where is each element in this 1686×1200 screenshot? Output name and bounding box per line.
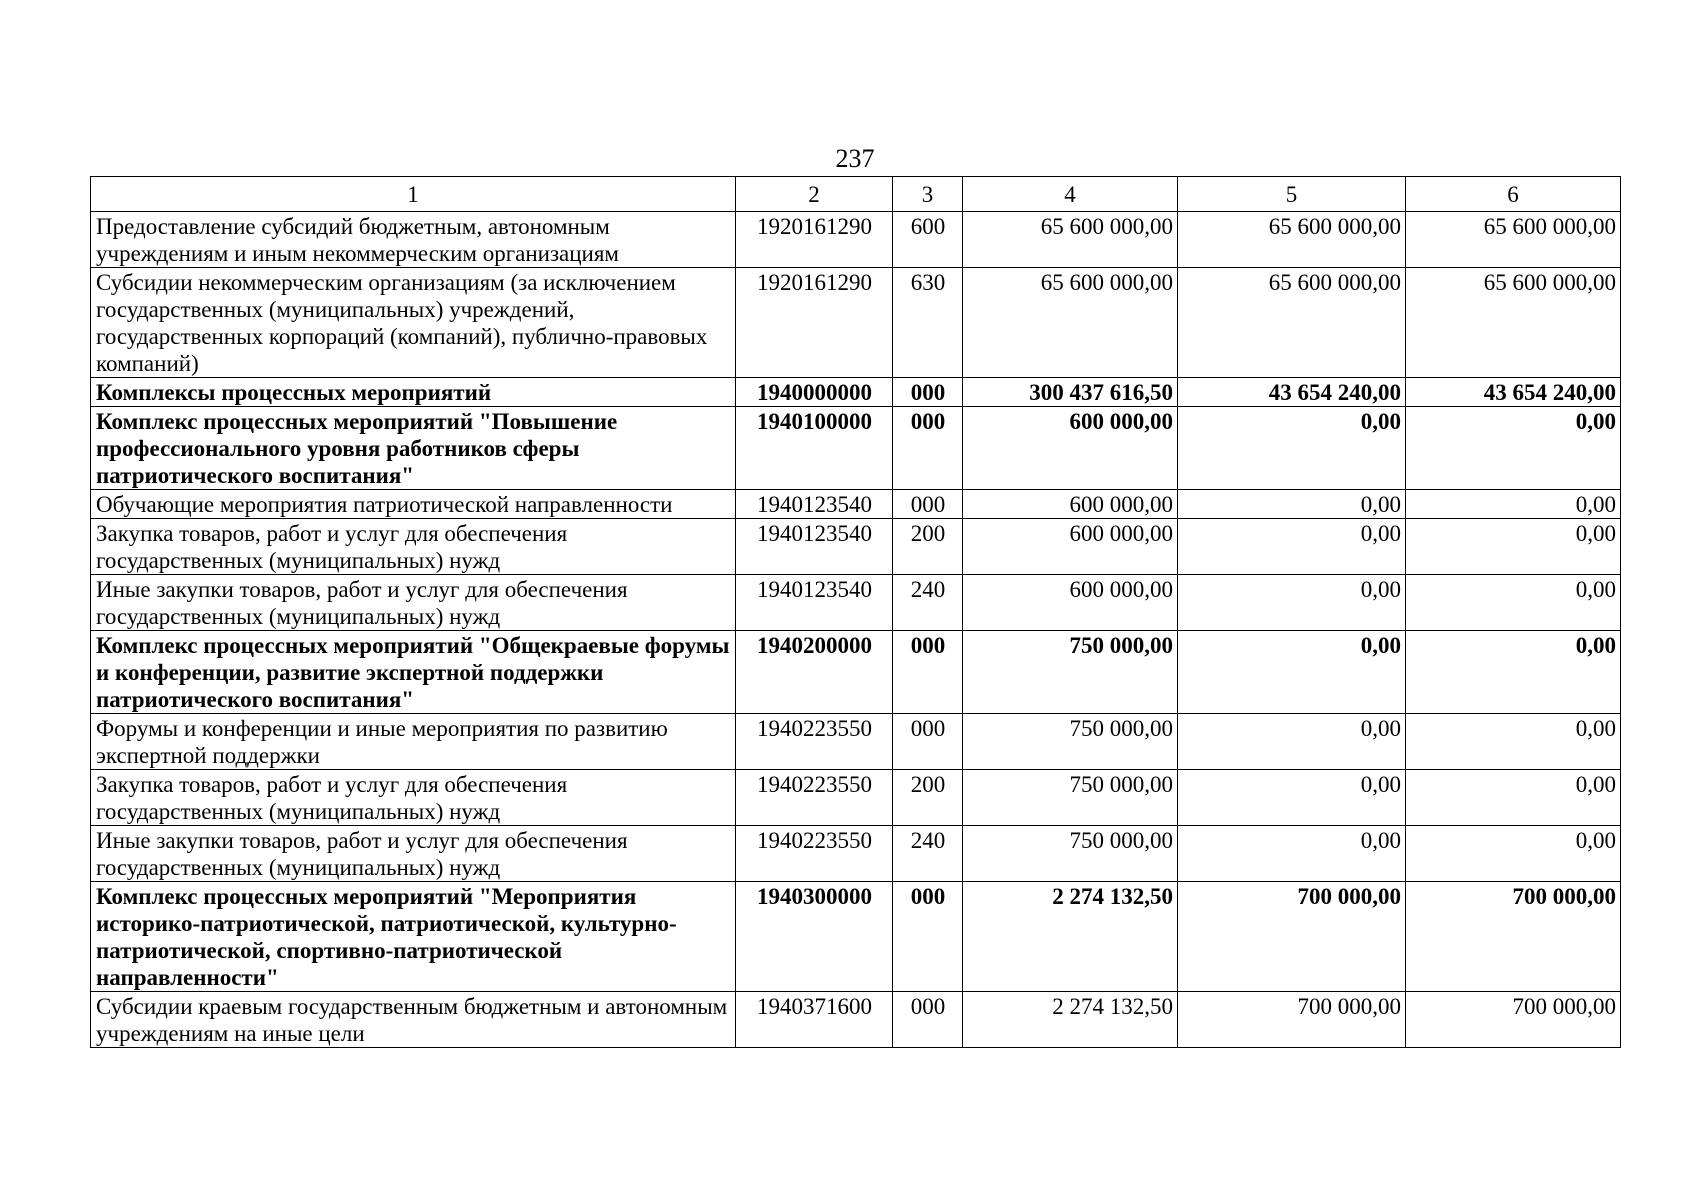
amount-col6-cell: 0,00 <box>1406 519 1621 575</box>
row-name-cell: Иные закупки товаров, работ и услуг для обеспечения государственных (муниципальных) нужд <box>91 575 736 631</box>
amount-col5-cell: 0,00 <box>1178 519 1406 575</box>
amount-col5-cell: 700 000,00 <box>1178 992 1406 1048</box>
column-number-row <box>91 177 1621 212</box>
expense-type-code-cell: 000 <box>893 714 963 770</box>
amount-col4-cell: 750 000,00 <box>963 826 1178 882</box>
row-name-cell: Иные закупки товаров, работ и услуг для обеспечения государственных (муниципальных) нужд <box>91 826 736 882</box>
target-article-code-cell: 1920161290 <box>736 268 893 378</box>
amount-col6-cell: 0,00 <box>1406 714 1621 770</box>
amount-col4-cell: 2 274 132,50 <box>963 882 1178 992</box>
table-row <box>91 519 1621 575</box>
expense-type-code-cell: 600 <box>893 212 963 268</box>
target-article-code-cell: 1940000000 <box>736 378 893 407</box>
expense-type-code-cell: 000 <box>893 490 963 519</box>
target-article-code-cell: 1940300000 <box>736 882 893 992</box>
row-name-cell: Комплексы процессных мероприятий <box>91 378 736 407</box>
target-article-code-cell: 1940123540 <box>736 575 893 631</box>
amount-col6-cell: 0,00 <box>1406 407 1621 490</box>
amount-col4-cell: 750 000,00 <box>963 714 1178 770</box>
row-name-cell: Комплекс процессных мероприятий "Общекраевые форумы и конференции, развитие экспертной поддержки патриотического воспитания" <box>91 631 736 714</box>
amount-col5-cell: 0,00 <box>1178 490 1406 519</box>
column-header: 2 <box>736 177 893 212</box>
amount-col5-cell: 43 654 240,00 <box>1178 378 1406 407</box>
budget-table <box>90 176 1621 1048</box>
amount-col6-cell: 700 000,00 <box>1406 992 1621 1048</box>
table-row <box>91 826 1621 882</box>
amount-col6-cell: 43 654 240,00 <box>1406 378 1621 407</box>
table-row <box>91 268 1621 378</box>
amount-col6-cell: 0,00 <box>1406 490 1621 519</box>
amount-col5-cell: 65 600 000,00 <box>1178 212 1406 268</box>
amount-col5-cell: 0,00 <box>1178 770 1406 826</box>
amount-col6-cell: 700 000,00 <box>1406 882 1621 992</box>
table-row <box>91 631 1621 714</box>
expense-type-code-cell: 000 <box>893 407 963 490</box>
table-row <box>91 407 1621 490</box>
row-name-cell: Предоставление субсидий бюджетным, автономным учреждениям и иным некоммерческим организациям <box>91 212 736 268</box>
amount-col6-cell: 0,00 <box>1406 631 1621 714</box>
amount-col6-cell: 0,00 <box>1406 826 1621 882</box>
column-header: 4 <box>963 177 1178 212</box>
amount-col4-cell: 600 000,00 <box>963 519 1178 575</box>
column-header: 5 <box>1178 177 1406 212</box>
amount-col6-cell: 65 600 000,00 <box>1406 212 1621 268</box>
amount-col6-cell: 0,00 <box>1406 770 1621 826</box>
page-number: 237 <box>835 144 875 173</box>
row-name-cell: Обучающие мероприятия патриотической направленности <box>91 490 736 519</box>
amount-col4-cell: 750 000,00 <box>963 770 1178 826</box>
amount-col6-cell: 0,00 <box>1406 575 1621 631</box>
expense-type-code-cell: 000 <box>893 992 963 1048</box>
amount-col5-cell: 65 600 000,00 <box>1178 268 1406 378</box>
target-article-code-cell: 1940123540 <box>736 519 893 575</box>
amount-col5-cell: 0,00 <box>1178 407 1406 490</box>
amount-col4-cell: 600 000,00 <box>963 575 1178 631</box>
table-row <box>91 714 1621 770</box>
table-row <box>91 770 1621 826</box>
amount-col4-cell: 600 000,00 <box>963 407 1178 490</box>
target-article-code-cell: 1920161290 <box>736 212 893 268</box>
amount-col5-cell: 0,00 <box>1178 575 1406 631</box>
amount-col4-cell: 600 000,00 <box>963 490 1178 519</box>
table-row <box>91 490 1621 519</box>
table-row <box>91 882 1621 992</box>
column-header: 6 <box>1406 177 1621 212</box>
expense-type-code-cell: 240 <box>893 575 963 631</box>
table-row <box>91 575 1621 631</box>
amount-col5-cell: 0,00 <box>1178 631 1406 714</box>
target-article-code-cell: 1940223550 <box>736 714 893 770</box>
amount-col4-cell: 2 274 132,50 <box>963 992 1178 1048</box>
column-header: 3 <box>893 177 963 212</box>
row-name-cell: Субсидии некоммерческим организациям (за исключением государственных (муниципальных) учреждений, государственных корпораций (компаний), публично-правовых компаний) <box>91 268 736 378</box>
amount-col4-cell: 65 600 000,00 <box>963 268 1178 378</box>
column-header: 1 <box>91 177 736 212</box>
target-article-code-cell: 1940123540 <box>736 490 893 519</box>
target-article-code-cell: 1940371600 <box>736 992 893 1048</box>
table-row <box>91 212 1621 268</box>
row-name-cell: Субсидии краевым государственным бюджетным и автономным учреждениям на иные цели <box>91 992 736 1048</box>
row-name-cell: Закупка товаров, работ и услуг для обеспечения государственных (муниципальных) нужд <box>91 770 736 826</box>
amount-col4-cell: 300 437 616,50 <box>963 378 1178 407</box>
expense-type-code-cell: 000 <box>893 631 963 714</box>
amount-col5-cell: 0,00 <box>1178 714 1406 770</box>
amount-col4-cell: 65 600 000,00 <box>963 212 1178 268</box>
target-article-code-cell: 1940223550 <box>736 826 893 882</box>
expense-type-code-cell: 630 <box>893 268 963 378</box>
expense-type-code-cell: 200 <box>893 519 963 575</box>
target-article-code-cell: 1940223550 <box>736 770 893 826</box>
row-name-cell: Форумы и конференции и иные мероприятия по развитию экспертной поддержки <box>91 714 736 770</box>
expense-type-code-cell: 240 <box>893 826 963 882</box>
table-row <box>91 378 1621 407</box>
row-name-cell: Комплекс процессных мероприятий "Мероприятия историко-патриотической, патриотической, культурно-патриотической, спортивно-патриотической направленности" <box>91 882 736 992</box>
expense-type-code-cell: 000 <box>893 378 963 407</box>
amount-col5-cell: 0,00 <box>1178 826 1406 882</box>
amount-col4-cell: 750 000,00 <box>963 631 1178 714</box>
target-article-code-cell: 1940100000 <box>736 407 893 490</box>
expense-type-code-cell: 200 <box>893 770 963 826</box>
row-name-cell: Закупка товаров, работ и услуг для обеспечения государственных (муниципальных) нужд <box>91 519 736 575</box>
amount-col5-cell: 700 000,00 <box>1178 882 1406 992</box>
table-row <box>91 992 1621 1048</box>
target-article-code-cell: 1940200000 <box>736 631 893 714</box>
expense-type-code-cell: 000 <box>893 882 963 992</box>
amount-col6-cell: 65 600 000,00 <box>1406 268 1621 378</box>
row-name-cell: Комплекс процессных мероприятий "Повышение профессионального уровня работников сферы патриотического воспитания" <box>91 407 736 490</box>
